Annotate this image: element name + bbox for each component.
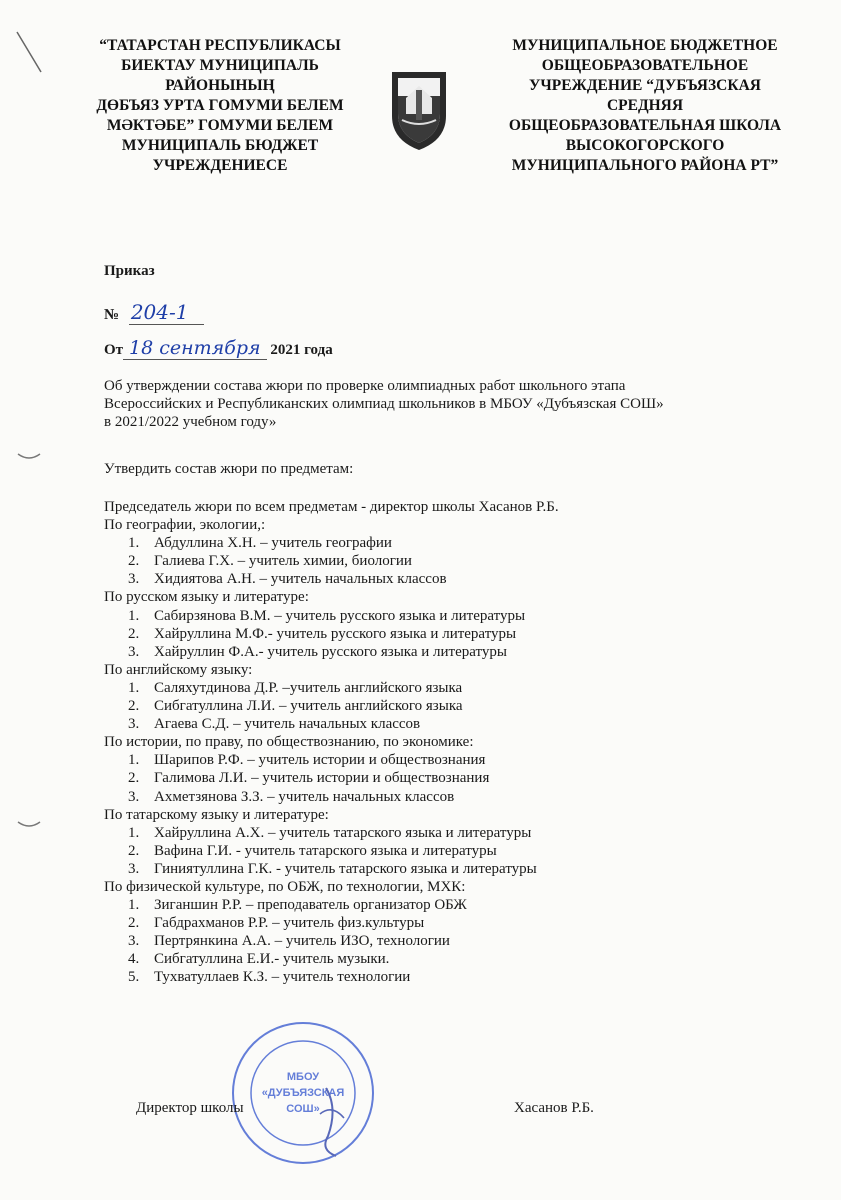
list-item-text: Габдрахманов Р.Р. – учитель физ.культуры: [154, 915, 425, 932]
order-date-prefix: От: [104, 342, 124, 358]
order-subject: [104, 377, 804, 431]
order-date-handwritten: 18 сентября: [123, 337, 267, 360]
list-item-text: Хайруллина А.Х. – учитель татарского языка и литературы: [154, 824, 532, 841]
list-item-number: 3.: [128, 933, 140, 950]
list-item: [104, 534, 804, 552]
list-item-number: 2.: [128, 553, 140, 570]
list-item: [104, 950, 804, 968]
list-item-number: 3.: [128, 788, 140, 805]
list-item-text: Ахметзянова З.З. – учитель начальных классов: [154, 788, 455, 805]
list-item: [104, 751, 804, 769]
list-item-number: 2.: [128, 915, 140, 932]
group-heading: По истории, по праву, по обществознанию, по экономике:: [104, 734, 474, 751]
header-right-line: ВЫСОКОГОРСКОГО: [565, 137, 725, 154]
list-item: [104, 932, 804, 950]
list-item: [104, 896, 804, 914]
list-item: [104, 570, 804, 588]
group-heading: По физической культуре, по ОБЖ, по технологии, МХК:: [104, 878, 466, 895]
subject-line: в 2021/2022 учебном году»: [104, 414, 277, 430]
list-item-text: Хайруллина М.Ф.- учитель русского языка и литературы: [154, 625, 517, 642]
header-left-line: УЧРЕЖДЕНИЕСЕ: [152, 157, 288, 174]
list-item-number: 3.: [128, 860, 140, 877]
list-item: [104, 643, 804, 661]
school-stamp: [228, 1018, 378, 1168]
list-item: [104, 607, 804, 625]
order-date-suffix: 2021 года: [270, 342, 333, 358]
list-item-number: 2.: [128, 842, 140, 859]
list-item: [104, 842, 804, 860]
header-right-line: ОБЩЕОБРАЗОВАТЕЛЬНОЕ: [541, 57, 749, 74]
list-item-text: Пертрянкина А.А. – учитель ИЗО, технологии: [154, 933, 450, 950]
header-right-block: [480, 36, 810, 176]
order-number-row: [104, 300, 204, 324]
list-item: [104, 697, 804, 715]
coat-of-arms-icon: [386, 68, 452, 152]
scan-mark-icon: [14, 30, 44, 74]
list-item-text: Хайруллин Ф.А.- учитель русского языка и литературы: [154, 643, 507, 660]
subject-line: Об утверждении состава жюри по проверке олимпиадных работ школьного этапа: [104, 378, 626, 394]
list-item: [104, 679, 804, 697]
list-item-text: Галиева Г.Х. – учитель химии, биологии: [154, 553, 412, 570]
list-item-text: Галимова Л.И. – учитель истории и обществознания: [154, 770, 490, 787]
order-title: Приказ: [104, 263, 155, 279]
order-date-row: [104, 339, 333, 359]
list-item: [104, 914, 804, 932]
header-right-line: МУНИЦИПАЛЬНОЕ БЮДЖЕТНОЕ: [512, 37, 778, 54]
list-item-text: Абдуллина Х.Н. – учитель географии: [154, 535, 392, 552]
stamp-line-2: «ДУБЪЯЗСКАЯ: [261, 1087, 345, 1099]
subject-line: Всероссийских и Республиканских олимпиад школьников в МБОУ «Дубъязская СОШ»: [104, 396, 664, 412]
list-item-number: 2.: [128, 770, 140, 787]
list-item-number: 1.: [128, 607, 140, 624]
approve-text: Утвердить состав жюри по предметам:: [104, 461, 354, 477]
stamp-line-3: СОШ»: [286, 1103, 320, 1115]
list-item-number: 1.: [128, 535, 140, 552]
list-item-number: 5.: [128, 969, 140, 986]
order-number-label: №: [104, 307, 120, 323]
list-item-number: 4.: [128, 951, 140, 968]
header-left-line: МУНИЦИПАЛЬ БЮДЖЕТ: [121, 137, 319, 154]
stamp-line-1: МБОУ: [286, 1071, 320, 1083]
punch-mark-icon: [16, 452, 42, 462]
list-item: [104, 625, 804, 643]
header-right-line: ОБЩЕОБРАЗОВАТЕЛЬНАЯ ШКОЛА: [508, 117, 782, 134]
list-item-number: 2.: [128, 698, 140, 715]
list-item-number: 1.: [128, 897, 140, 914]
group-heading: По русском языку и литературе:: [104, 589, 309, 606]
header-left-line: ДӨБЪЯЗ УРТА ГОМУМИ БЕЛЕМ: [96, 97, 344, 114]
list-item-number: 3.: [128, 716, 140, 733]
header-left-line: БИЕКТАУ МУНИЦИПАЛЬ: [121, 57, 319, 74]
list-item: [104, 552, 804, 570]
list-item-text: Саляхутдинова Д.Р. –учитель английского языка: [154, 679, 463, 696]
list-item-text: Сибгатуллина Е.И.- учитель музыки.: [154, 951, 390, 968]
list-item: [104, 968, 804, 986]
header-left-line: “ТАТАРСТАН РЕСПУБЛИКАСЫ: [99, 37, 341, 54]
list-item-number: 3.: [128, 571, 140, 588]
header-right-line: МУНИЦИПАЛЬНОГО РАЙОНА РТ”: [511, 157, 779, 174]
list-item: [104, 769, 804, 787]
group-heading: По географии, экологии,:: [104, 517, 266, 534]
chairman-line: Председатель жюри по всем предметам - директор школы Хасанов Р.Б.: [104, 499, 559, 515]
list-item-text: Тухватуллаев К.З. – учитель технологии: [154, 969, 411, 986]
list-item-text: Агаева С.Д. – учитель начальных классов: [154, 716, 421, 733]
header-right-line: СРЕДНЯЯ: [606, 97, 684, 114]
list-item-text: Сибгатуллина Л.И. – учитель английского языка: [154, 698, 463, 715]
list-item-number: 3.: [128, 643, 140, 660]
list-item: [104, 788, 804, 806]
list-item-number: 1.: [128, 824, 140, 841]
header-left-block: [70, 36, 370, 176]
list-item-text: Вафина Г.И. - учитель татарского языка и литературы: [154, 842, 497, 859]
list-item: [104, 715, 804, 733]
list-item-number: 1.: [128, 679, 140, 696]
signature-name: Хасанов Р.Б.: [514, 1100, 594, 1116]
list-item-number: 2.: [128, 625, 140, 642]
list-item-number: 1.: [128, 752, 140, 769]
list-item-text: Шарипов Р.Ф. – учитель истории и обществознания: [154, 752, 486, 769]
order-number-handwritten: 204-1: [129, 300, 205, 325]
list-item: [104, 860, 804, 878]
list-item-text: Сабирзянова В.М. – учитель русского языка и литературы: [154, 607, 526, 624]
list-item: [104, 824, 804, 842]
list-item-text: Гиниятуллина Г.К. - учитель татарского языка и литературы: [154, 860, 537, 877]
header-left-line: РАЙОНЫНЫҢ: [165, 77, 275, 94]
signature-title: Директор школы: [136, 1100, 244, 1116]
list-item-text: Хидиятова А.Н. – учитель начальных классов: [154, 571, 447, 588]
header-right-line: УЧРЕЖДЕНИЕ “ДУБЪЯЗСКАЯ: [529, 77, 761, 94]
punch-mark-icon: [16, 820, 42, 830]
group-heading: По английскому языку:: [104, 661, 253, 678]
header-left-line: МӘКТӘБЕ” ГОМУМИ БЕЛЕМ: [106, 117, 334, 134]
jury-list: [104, 498, 804, 987]
group-heading: По татарскому языку и литературе:: [104, 806, 329, 823]
list-item-text: Зиганшин Р.Р. – преподаватель организатор ОБЖ: [154, 897, 467, 914]
